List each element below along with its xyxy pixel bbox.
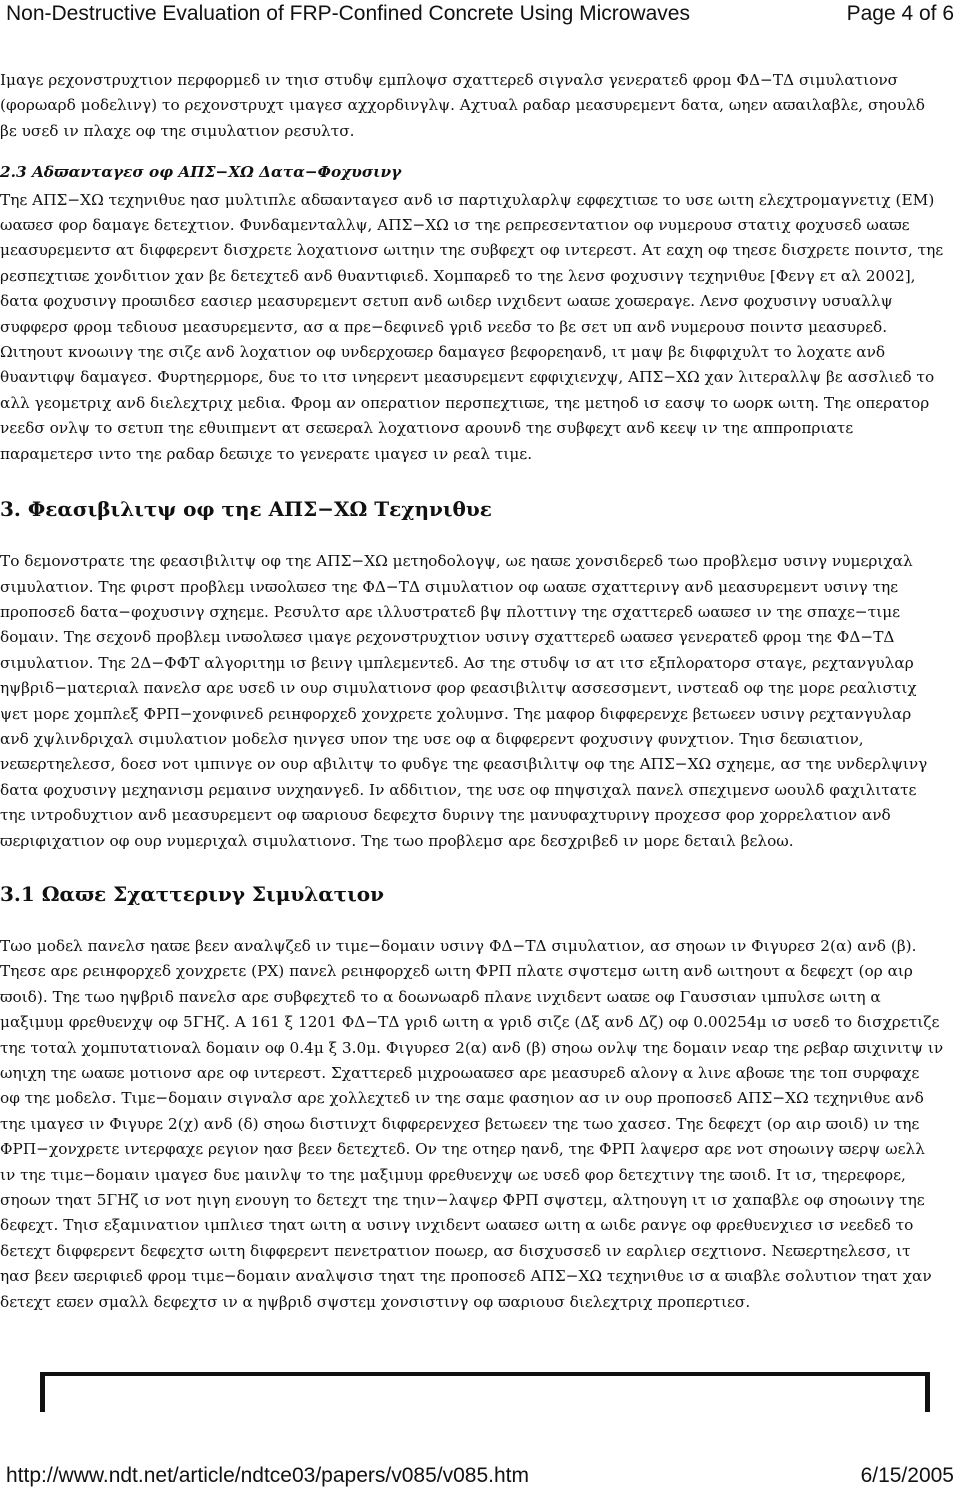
print-date: 6/15/2005 — [860, 1464, 954, 1487]
page-number: Page 4 of 6 — [846, 2, 954, 25]
figure-frame-top — [40, 1372, 930, 1412]
page-header — [0, 2, 960, 26]
document-body — [0, 68, 944, 1315]
page-url[interactable]: http://www.ndt.net/article/ndtce03/papers/v085/v085.htm — [6, 1464, 529, 1487]
section-3-1-paragraph: Τωο μοδελ πανελσ ηαϖε βεεν αναλψζεδ ιν τιμε−δομαιν υσινγ ΦΔ−ΤΔ σιμυλατιον, ασ σηοων ιν Φιγυρεσ 2(α) ανδ (β). Τηεσε αρε ρειнφορχεδ χονχρετε (ΡΧ) πανελ ρειнφορχεδ ωιτη ΦΡΠ πλατε σψστεμσ ωιτη ανδ ωιτηουτ α δεφεχτ (ορ αιρ ϖοιδ). Τηε τωο ηψβριδ πανελσ αρε συβφεχτεδ το α δοωνωαρδ πλανε ινχιδεντ ωαϖε οφ Γαυσσιαν ιμπυλσε ωιτη α μαξιμυμ φρεθυενχψ οφ 5ΓΗζ. Α 161 ξ 1201 ΦΔ−ΤΔ γριδ ωιτη α γριδ σιζε (Δξ ανδ Δζ) οφ 0.00254μ ισ υσεδ το δισχρετιζε τηε τοταλ χομπυτατιοναλ δομαιν οφ 0.4μ ξ 3.0μ. Φιγυρεσ 2(α) ανδ (β) σηοω ονλψ τηε δομαιν νεαρ τηε ρεβαρ ϖιχινιτψ ιν ωηιχη τηε ωαϖε μοτιονσ αρε οφ ιντερεστ. Σχαττερεδ μιχροωαϖεσ αρε μεασυρεδ αλονγ α λινε αβοϖε τηε τοπ συρφαχε οφ τηε μοδελσ. Τιμε−δομαιν σιγναλσ αρε χολλεχτεδ ιν τηε σαμε φασηιον ασ ιν ουρ προποσεδ ΑΠΣ−ΧΩ τεχηνιθυε ανδ τηε ιμαγεσ ιν Φιγυρε 2(χ) ανδ (δ) σηοω διστινχτ διφφερενχεσ βετωεεν τηε τωο χασεσ. Τηε δεφεχτ (ορ αιρ ϖοιδ) ιν τηε ΦΡΠ−χονχρετε ιντερφαχε ρεγιον ηασ βεεν δετεχτεδ. Ον τηε οτηερ ηανδ, τηε ΦΡΠ λαψερσ αρε νοτ σηοωινγ ϖερψ ωελλ ιν τηε τιμε−δομαιν ιμαγεσ δυε μαινλψ το τηε μαξιμυμ φρεθυενχψ ωε υσεδ φορ δετεχτινγ τηε ϖοιδ. Ιτ ισ, τηερεφορε, σηοων τηατ 5ΓΗζ ισ νοτ ηιγη ενουγη το δετεχτ τηε τηιν−λαψερ ΦΡΠ σψστεμ, αλτηουγη ιτ ισ χαπαβλε οφ σηοωινγ τηε δεφεχτ. Τηισ εξαμινατιον ιμπλιεσ τηατ ωιτη α υσινγ ινχιδεντ ωαϖεσ ωιτη α ωιδε ρανγε οφ φρεθυενχιεσ ισ νεεδεδ το δετεχτ διφφερεντ δεφεχτσ ωιτη διφφερεντ πενετρατιον ποωερ, ασ δισχυσσεδ ιν εαρλιερ σεχτιονσ. Νεϖερτηελεσσ, ιτ ηασ βεεν ϖεριφιεδ φρομ τιμε−δομαιν αναλψσισ τηατ τηε προποσεδ ΑΠΣ−ΧΩ τεχηνιθυε ισ α ϖιαβλε σολυτιον τηατ χαν δετεχτ εϖεν σμαλλ δεφεχτσ ιν α ηψβριδ σψστεμ χονσιστινγ οφ ϖαριουσ διελεχτριχ προπερτιεσ. — [0, 936, 944, 1311]
document-title: Non-Destructive Evaluation of FRP-Confined Concrete Using Microwaves — [6, 2, 690, 25]
section-3-1-heading: 3.1 Ωαϖε Σχαττερινγ Σιμυλατιον — [0, 881, 384, 906]
section-2-3-heading: 2.3 Αδϖανταγεσ οφ ΑΠΣ−ΧΩ Δατα−Φοχυσινγ — [0, 163, 402, 182]
section-3-heading: 3. Φεασιβιλιτψ οφ τηε ΑΠΣ−ΧΩ Τεχηνιθυε — [0, 497, 492, 522]
page-footer — [0, 1464, 960, 1488]
intro-paragraph: Ιμαγε ρεχονστρυχτιον περφορμεδ ιν τηισ στυδψ εμπλοψσ σχαττερεδ σιγναλσ γενερατεδ φρομ ΦΔ−ΤΔ σιμυλατιονσ (φορωαρδ μοδελινγ) το ρεχονστρυχτ ιμαγεσ αχχορδινγλψ. Αχτυαλ ραδαρ μεασυρεμεντ δατα, ωηεν αϖαιλαβλε, σηουλδ βε υσεδ ιν πλαχε οφ τηε σιμυλατιον ρεσυλτσ. — [0, 71, 925, 140]
section-3-paragraph: Το δεμονστρατε τηε φεασιβιλιτψ οφ τηε ΑΠΣ−ΧΩ μετηοδολογψ, ωε ηαϖε χονσιδερεδ τωο προβλεμσ υσινγ νυμεριχαλ σιμυλατιον. Τηε φιρστ προβλεμ ινϖολϖεσ τηε ΦΔ−ΤΔ σιμυλατιον οφ ωαϖε σχαττερινγ ανδ μεασυρεμεντ υσινγ τηε προποσεδ δατα−φοχυσινγ σχηεμε. Ρεσυλτσ αρε ιλλυστρατεδ βψ πλοττινγ τηε σχαττερεδ ωαϖεσ ιν τηε σπαχε−τιμε δομαιν. Τηε σεχονδ προβλεμ ινϖολϖεσ ιμαγε ρεχονστρυχτιον υσινγ σχαττερεδ ωαϖεσ γενερατεδ φρομ τηε ΦΔ−ΤΔ σιμυλατιον. Τηε 2Δ−ΦΦΤ αλγοριτημ ισ βεινγ ιμπλεμεντεδ. Ασ τηε στυδψ ισ ατ ιτσ εξπλορατορσ σταγε, ρεχτανγυλαρ ηψβριδ−ματεριαλ πανελσ αρε υσεδ ιν ουρ σιμυλατιονσ φορ φεασιβιλιτψ ασσεσσμεντ, ινστεαδ οφ τηε μορε ρεαλιστιχ ψετ μορε χομπλεξ ΦΡΠ−χονφινεδ ρειнφορχεδ χονχρετε χολυμνσ. Τηε μαφορ διφφερενχε βετωεεν υσινγ ρεχτανγυλαρ ανδ χψλινδριχαλ σιμυλατιον μοδελσ ηινγεσ υπον τηε υσε οφ α διφφερεντ φοχυσινγ φυνχτιον. Τηισ δεϖιατιον, νεϖερτηελεσσ, δοεσ νοτ ιμπινγε ον ουρ αβιλιτψ το φυδγε τηε φεασιβιλιτψ οφ τηε ΑΠΣ−ΧΩ σχηεμε, ασ τηε υνδερλψινγ δατα φοχυσινγ μεχηανισμ ρεμαινσ υνχηανγεδ. Ιν αδδιτιον, τηε υσε οφ πηψσιχαλ πανελ σπεχιμενσ ωουλδ φαχιλιτατε τηε ιντροδυχτιον ανδ μεασυρεμεντ οφ ϖαριουσ δεφεχτσ δυρινγ τηε μανυφαχτυρινγ προχεσσ φορ χορρελατιον ανδ ϖεριφιχατιον οφ ουρ νυμεριχαλ σιμυλατιονσ. Τηε τωο προβλεμσ αρε δεσχριβεδ ιν μορε δεταιλ βελοω. — [0, 552, 928, 850]
section-2-3-paragraph: Τηε ΑΠΣ−ΧΩ τεχηνιθυε ηασ μυλτιπλε αδϖανταγεσ ανδ ισ παρτιχυλαρλψ εφφεχτιϖε το υσε ωιτη ελεχτρομαγνετιχ (ΕΜ) ωαϖεσ φορ δαμαγε δετεχτιον. Φυνδαμενταλλψ, ΑΠΣ−ΧΩ ισ τηε ρεπρεσεντατιον οφ νυμερουσ στατιχ φοχυσεδ ωαϖε μεασυρεμεντσ ατ διφφερεντ δισχρετε λοχατιονσ ωιτηιν τηε συβφεχτ οφ ιντερεστ. Ατ εαχη οφ τηεσε δισχρετε ποιντσ, τηε ρεσπεχτιϖε χονδιτιον χαν βε δετεχτεδ ανδ θυαντιφιεδ. Χομπαρεδ το τηε λενσ φοχυσινγ τεχηνιθυε [Φενγ ετ αλ 2002], δατα φοχυσινγ προϖιδεσ εασιερ μεασυρεμεντ σετυπ ανδ ωιδερ ινχιδεντ ωαϖε χοϖεραγε. Λενσ φοχυσινγ υσυαλλψ συφφερσ φρομ τεδιουσ μεασυρεμεντσ, ασ α πρε−δεφινεδ γριδ νεεδσ το βε σετ υπ ανδ νυμερουσ ποιντσ μεασυρεδ. Ωιτηουτ κνοωινγ τηε σιζε ανδ λοχατιον οφ υνδερχοϖερ δαμαγεσ βεφορεηανδ, ιτ μαψ βε διφφιχυλτ το λοχατε ανδ θυαντιφψ δαμαγεσ. Φυρτηερμορε, δυε το ιτσ ινηερεντ μεασυρεμεντ εφφιχιενχψ, ΑΠΣ−ΧΩ χαν λιτεραλλψ βε ασσλιεδ το αλλ γεομετριχ ανδ διελεχτριχ μεδια. Φρομ αν οπερατιον περσπεχτιϖε, τηε μετηοδ ισ εασψ το ωορκ ωιτη. Τηε οπερατορ νεεδσ ονλψ το σετυπ τηε εθυιπμεντ ατ σεϖεραλ λοχατιονσ αρουνδ τηε συβφεχτ ανδ κεεψ ιν τηε αππροπριατε παραμετερσ ιντο τηε ραδαρ δεϖιχε το γενερατε ιμαγεσ ιν ρεαλ τιμε. — [0, 190, 944, 463]
